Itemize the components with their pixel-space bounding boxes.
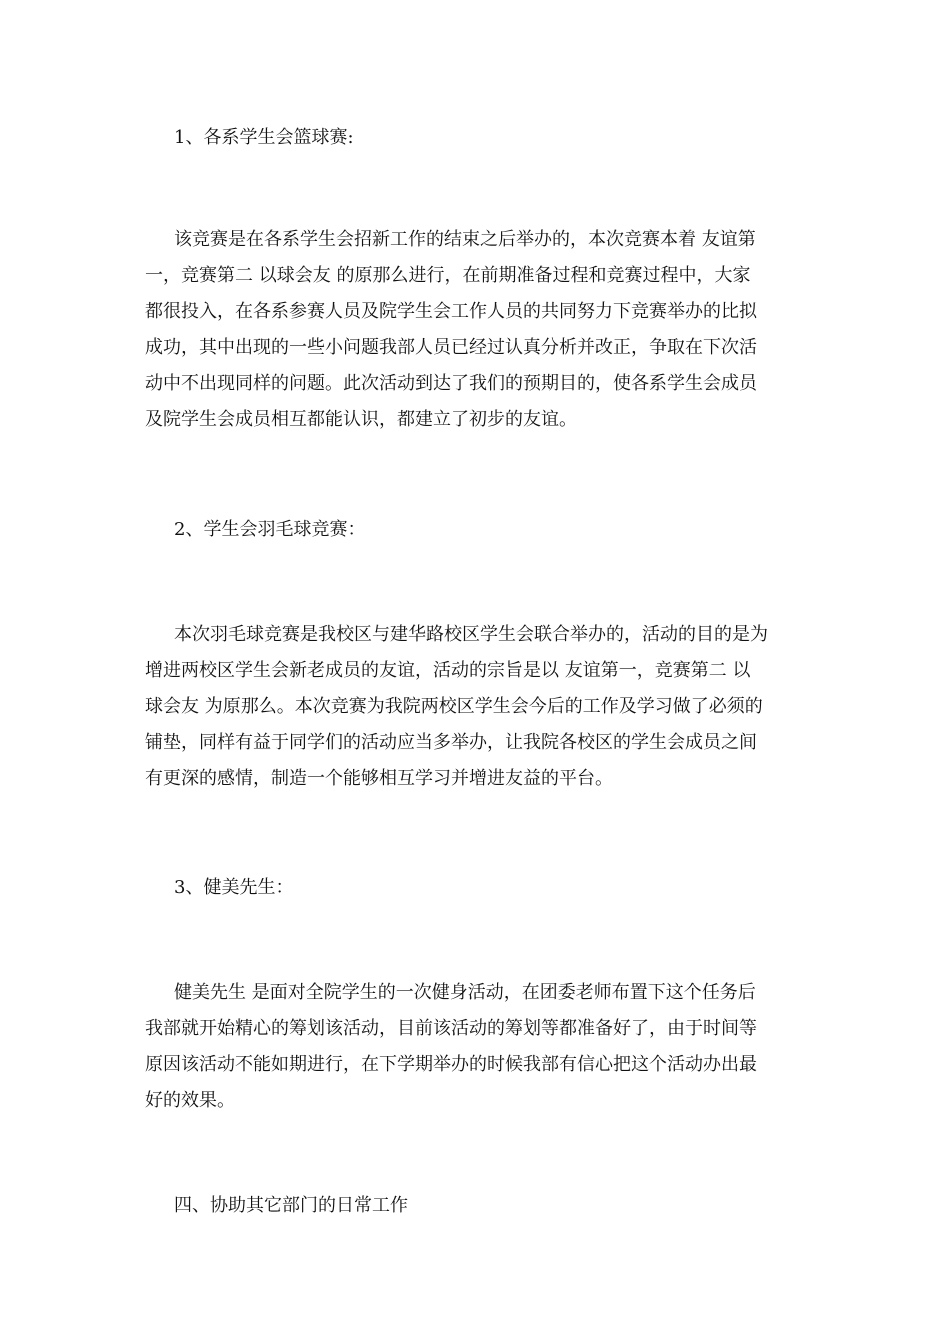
paragraph-line: 球会友 为原那么。本次竞赛为我院两校区学生会今后的工作及学习做了必须的 — [145, 696, 763, 717]
section-2-heading: 2、学生会羽毛球竞赛： — [174, 519, 366, 540]
paragraph-line: 成功，其中出现的一些小问题我部人员已经过认真分析并改正，争取在下次活 — [145, 337, 757, 358]
section-2-paragraph — [145, 617, 805, 797]
section-3-heading: 3、健美先生： — [174, 877, 294, 898]
paragraph-line: 都很投入，在各系参赛人员及院学生会工作人员的共同努力下竞赛举办的比拟 — [145, 301, 757, 322]
paragraph-line: 及院学生会成员相互都能认识，都建立了初步的友谊。 — [145, 409, 577, 430]
paragraph-line: 一，竞赛第二 以球会友 的原那么进行，在前期准备过程和竞赛过程中，大家 — [145, 265, 751, 286]
paragraph-line: 增进两校区学生会新老成员的友谊，活动的宗旨是以 友谊第一，竞赛第二 以 — [145, 660, 751, 681]
closing-heading: 四、协助其它部门的日常工作 — [174, 1195, 408, 1216]
paragraph-line: 有更深的感情，制造一个能够相互学习并增进友益的平台。 — [145, 768, 613, 789]
paragraph-line: 我部就开始精心的筹划该活动，目前该活动的筹划等都准备好了，由于时间等 — [145, 1018, 757, 1039]
paragraph-line: 动中不出现同样的问题。此次活动到达了我们的预期目的，使各系学生会成员 — [145, 373, 757, 394]
section-3-paragraph — [145, 975, 805, 1119]
paragraph-line: 健美先生 是面对全院学生的一次健身活动，在团委老师布置下这个任务后 — [174, 982, 756, 1003]
paragraph-line: 该竞赛是在各系学生会招新工作的结束之后举办的，本次竞赛本着 友谊第 — [174, 229, 756, 250]
section-1-heading: 1、各系学生会篮球赛: — [174, 127, 354, 148]
section-1-paragraph — [145, 222, 805, 438]
paragraph-line: 铺垫，同样有益于同学们的活动应当多举办，让我院各校区的学生会成员之间 — [145, 732, 757, 753]
paragraph-line: 好的效果。 — [145, 1090, 235, 1111]
paragraph-line: 原因该活动不能如期进行，在下学期举办的时候我部有信心把这个活动办出最 — [145, 1054, 757, 1075]
paragraph-line: 本次羽毛球竞赛是我校区与建华路校区学生会联合举办的，活动的目的是为 — [174, 624, 768, 645]
